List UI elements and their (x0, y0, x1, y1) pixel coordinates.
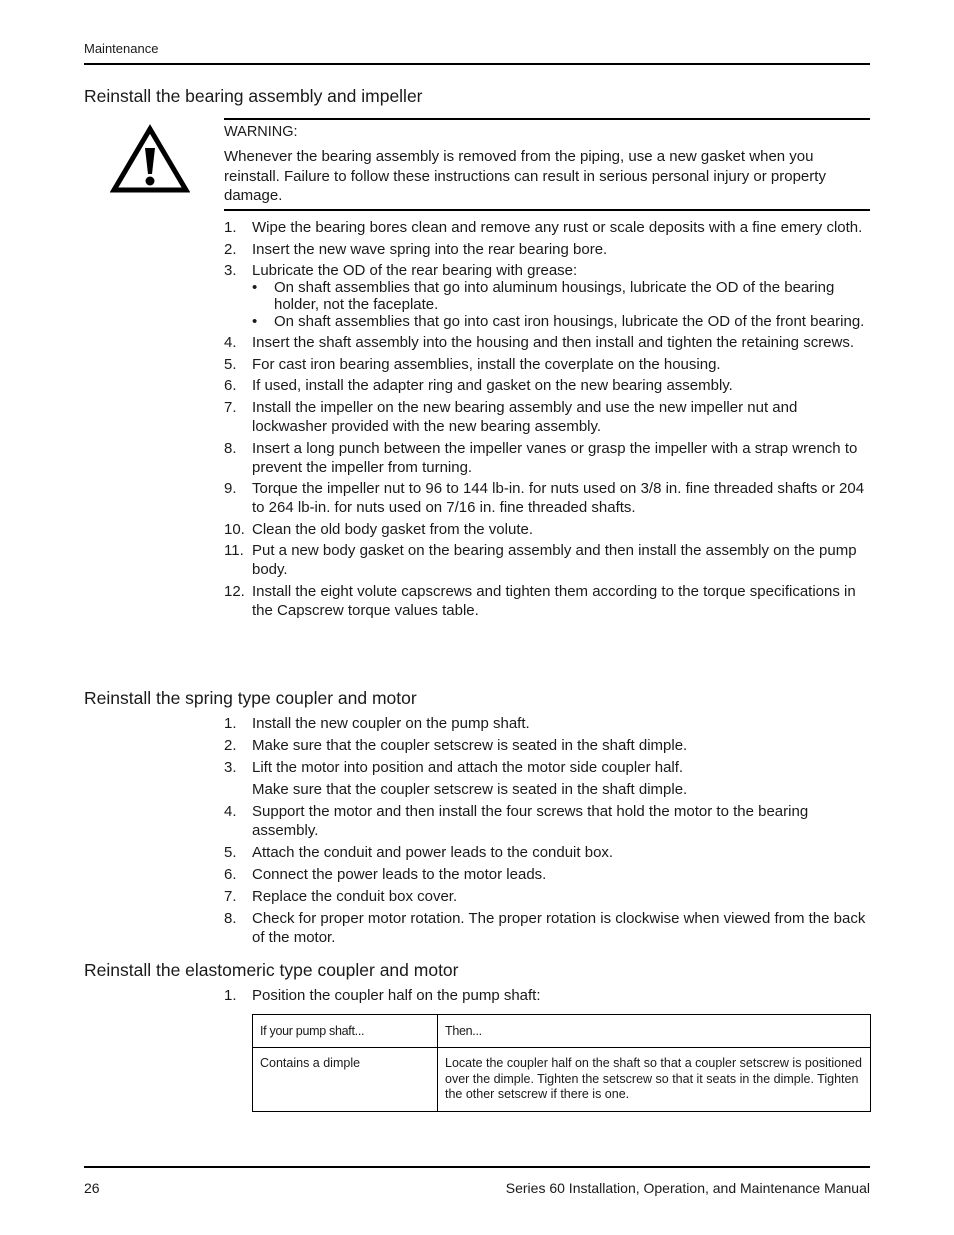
list-item (224, 865, 870, 884)
step-note: Make sure that the coupler setscrew is seated in the shaft dimple. (252, 781, 688, 798)
warning-text: Whenever the bearing assembly is removed from the piping, use a new gasket when you reinstall. Failure to follow these instructions can result in serious personal injury or property damage. (224, 148, 826, 204)
step-text: Insert the new wave spring into the rear bearing bore. (252, 240, 608, 258)
warning-top-rule (224, 118, 870, 120)
section-title-elastomeric-coupler: Reinstall the elastomeric type coupler and motor (84, 960, 459, 980)
spring-coupler-steps-list (224, 714, 870, 950)
list-item (224, 520, 870, 539)
step-text: Insert the shaft assembly into the housing and then install and tighten the retaining screws. (252, 334, 855, 352)
step-number: 4. (224, 334, 237, 352)
step-number: 8. (224, 439, 237, 457)
step-number: 4. (224, 803, 237, 820)
step-number: 5. (224, 844, 237, 861)
step-number: 3. (224, 759, 237, 776)
step-text: For cast iron bearing assemblies, install the coverplate on the housing. (252, 355, 721, 373)
step-number: 6. (224, 377, 237, 395)
list-item (224, 333, 870, 352)
step-number: 6. (224, 866, 237, 883)
step-text: Torque the impeller nut to 96 to 144 lb-in. for nuts used on 3/8 in. fine threaded shafts or 204 to 264 lb-in. for nuts used on 7/16 in. fine threaded shafts. (252, 480, 865, 517)
step-number: 1. (224, 987, 237, 1004)
bullet-list (252, 280, 870, 331)
step-text: Attach the conduit and power leads to the conduit box. (252, 844, 614, 861)
list-item (224, 240, 870, 259)
step-number: 7. (224, 888, 237, 905)
step-number: 3. (224, 262, 237, 280)
list-item (224, 439, 870, 477)
warning-label: WARNING: (224, 124, 298, 140)
coupler-shaft-table (252, 1014, 871, 1112)
list-item (224, 479, 870, 517)
step-number: 8. (224, 910, 237, 927)
list-item (224, 582, 870, 620)
step-number: 1. (224, 219, 237, 236)
list-item (224, 802, 870, 840)
step-text: Put a new body gasket on the bearing assembly and then install the assembly on the pump body. (252, 542, 857, 579)
warning-bottom-rule (224, 209, 870, 211)
step-text: Install the eight volute capscrews and tighten them according to the torque specifications in the Capscrew torque values table. (252, 583, 856, 620)
step-text: Connect the power leads to the motor leads. (252, 866, 547, 883)
step-text: Check for proper motor rotation. The proper rotation is clockwise when viewed from the back of the motor. (252, 910, 866, 946)
step-text: Wipe the bearing bores clean and remove any rust or scale deposits with a fine emery cloth. (252, 219, 863, 236)
step-text: Clean the old body gasket from the volute. (252, 520, 534, 538)
step-text: Lubricate the OD of the rear bearing with grease: (252, 262, 578, 280)
list-item (224, 986, 870, 1005)
bullet-item: • On shaft assemblies that go into cast iron housings, lubricate the OD of the front bearing. (252, 314, 870, 331)
bearing-steps-list (224, 218, 870, 623)
list-item (224, 758, 870, 777)
section-title-spring-coupler: Reinstall the spring type coupler and motor (84, 688, 417, 708)
step-text: Insert a long punch between the impeller vanes or grasp the impeller with a strap wrench to prevent the impeller from turning. (252, 439, 858, 476)
list-item (224, 218, 870, 237)
table-cell: Contains a dimple (253, 1048, 438, 1112)
step-number: 2. (224, 737, 237, 754)
list-item (224, 909, 870, 947)
step-number: 2. (224, 240, 237, 258)
step-text: Support the motor and then install the four screws that hold the motor to the bearing assembly. (252, 803, 809, 839)
section-title-bearing: Reinstall the bearing assembly and impeller (84, 86, 423, 106)
step-number: 10. (224, 520, 245, 538)
list-item (224, 398, 870, 436)
step-text: Make sure that the coupler setscrew is seated in the shaft dimple. (252, 737, 688, 754)
step-text: Replace the conduit box cover. (252, 888, 458, 905)
step-text: Position the coupler half on the pump shaft: (252, 987, 541, 1004)
step-number: 7. (224, 399, 237, 417)
bullet-item: • On shaft assemblies that go into aluminum housings, lubricate the OD of the bearing holder, not the faceplate. (252, 280, 870, 313)
table-row (253, 1048, 871, 1112)
table-header-cell: If your pump shaft... (253, 1015, 438, 1048)
step-text: Lift the motor into position and attach the motor side coupler half. (252, 759, 684, 776)
list-item (224, 261, 870, 331)
step-number: 12. (224, 583, 245, 601)
footer-rule (84, 1166, 870, 1168)
list-item (224, 376, 870, 395)
list-item (224, 714, 870, 733)
step-text: If used, install the adapter ring and gasket on the new bearing assembly. (252, 377, 733, 395)
elastomeric-coupler-steps-list (224, 986, 870, 1008)
warning-triangle-icon (110, 124, 190, 194)
header-rule (84, 63, 870, 65)
step-number: 5. (224, 355, 237, 373)
step-number: 11. (224, 542, 244, 560)
running-header: Maintenance (84, 41, 159, 56)
step-number: 9. (224, 480, 237, 498)
list-item (224, 736, 870, 755)
manual-title: Series 60 Installation, Operation, and Maintenance Manual (505, 1180, 870, 1196)
table-header-cell: Then... (438, 1015, 871, 1048)
step-text: Install the impeller on the new bearing assembly and use the new impeller nut and lockwasher provided with the new bearing assembly. (252, 399, 798, 436)
list-item (224, 541, 870, 579)
list-item (224, 887, 870, 906)
step-text: Install the new coupler on the pump shaft. (252, 715, 530, 732)
table-cell: Locate the coupler half on the shaft so that a coupler setscrew is positioned over the dimple. Tighten the setscrew so that it seats in the dimple. Tighten the other setscrew if there is one. (438, 1048, 871, 1112)
list-item (224, 843, 870, 862)
step-number: 1. (224, 715, 237, 732)
list-item (224, 355, 870, 374)
page-number: 26 (84, 1180, 100, 1196)
